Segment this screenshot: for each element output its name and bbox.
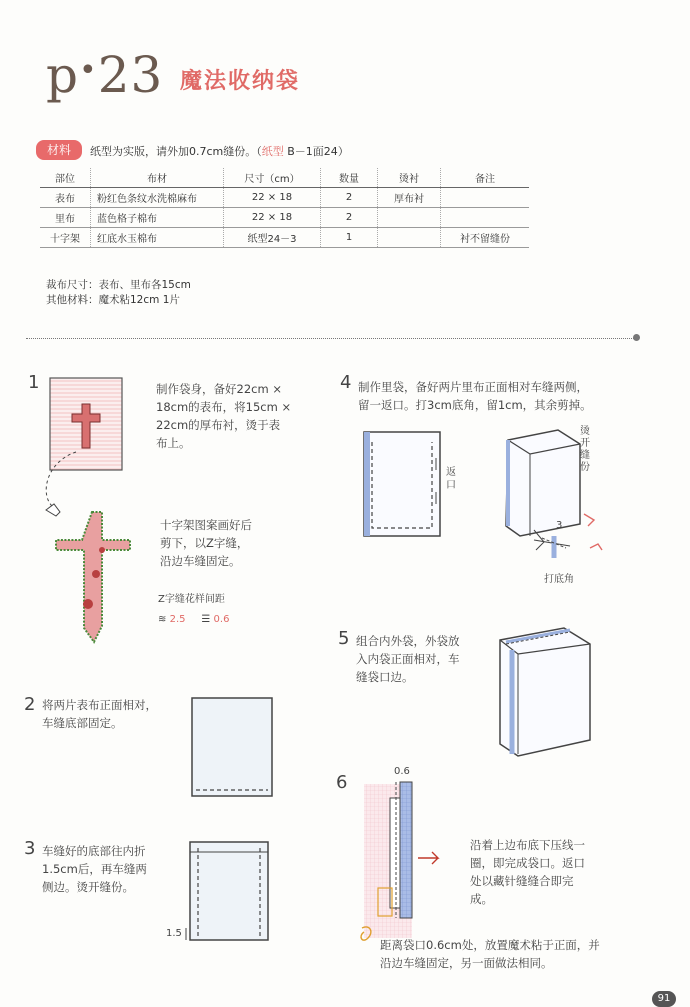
step-5-line: 入内袋正面相对，车 — [356, 652, 460, 666]
step-3-illustration — [184, 838, 276, 944]
page-number-badge: 91 — [652, 991, 676, 1007]
step-2-text — [42, 696, 157, 732]
step-1-line: 18cm的表布，将15cm × — [156, 400, 292, 414]
table-cell: 十字架 — [40, 228, 91, 248]
step-6-line: 成。 — [470, 892, 493, 906]
step-3-number: 3 — [24, 838, 36, 859]
step-5-text — [356, 632, 460, 686]
step-1b-line: 剪下，以Z字缝， — [160, 536, 249, 550]
table-cell: 22 × 18 — [224, 188, 321, 208]
step-1b-line: 沿边车缝固定。 — [160, 554, 241, 568]
step-4-flat-illustration — [358, 428, 448, 540]
step-1-number: 1 — [28, 372, 40, 393]
step-3-measure: 1.5 — [166, 928, 182, 939]
step-6-line: 处以藏针缝缝合即完 — [470, 874, 574, 888]
materials-badge: 材料 — [36, 140, 82, 160]
zigzag-length-icon: ☰ — [201, 614, 211, 625]
table-cell: 2 — [321, 188, 378, 208]
materials-table — [40, 168, 529, 248]
col-header: 部位 — [40, 168, 91, 188]
table-cell — [378, 208, 441, 228]
page-prefix: p — [46, 46, 80, 104]
step-5-illustration — [490, 618, 608, 760]
zigzag-width: 2.5 — [169, 614, 186, 625]
other-materials: 其他材料：魔术粘12cm 1片 — [46, 294, 180, 306]
step-1-line: 22cm的厚布衬，烫于表 — [156, 418, 281, 432]
table-cell: 厚布衬 — [378, 188, 441, 208]
step-4-text — [358, 378, 592, 414]
col-header: 数量 — [321, 168, 378, 188]
step-3-line: 1.5cm后，再车缝两 — [42, 862, 147, 876]
step-6-line: 沿边车缝固定，另一面做法相同。 — [380, 956, 553, 970]
step-1-line: 制作袋身，备好22cm × — [156, 382, 282, 396]
table-cell: 表布 — [40, 188, 91, 208]
table-cell: 蓝色格子棉布 — [91, 208, 224, 228]
step-6-number: 6 — [336, 772, 348, 793]
cut-info — [46, 278, 191, 308]
table-cell: 纸型24－3 — [224, 228, 321, 248]
step-5-line: 缝袋口边。 — [356, 670, 414, 684]
page-title: 魔法收纳袋 — [180, 69, 301, 94]
step-6-text-2 — [380, 936, 600, 972]
table-row — [40, 208, 529, 228]
step-1-text — [156, 380, 291, 452]
table-cell: 衬不留缝份 — [441, 228, 530, 248]
step-2-line: 将两片表布正面相对， — [42, 698, 157, 712]
col-header: 尺寸（cm） — [224, 168, 321, 188]
col-header: 备注 — [441, 168, 530, 188]
step-1-line: 布上。 — [156, 436, 191, 450]
pattern-ref-open: （ — [256, 145, 262, 158]
step-3-text — [42, 842, 147, 896]
step-6-line: 圈，即完成袋口。返口 — [470, 856, 585, 870]
cut-size: 裁布尺寸：表布、里布各15cm — [46, 279, 191, 291]
pattern-ref: 纸型 — [261, 145, 284, 158]
table-cell — [378, 228, 441, 248]
table-cell: 2 — [321, 208, 378, 228]
step-6-text — [470, 836, 585, 908]
step-4-corner-size: 3 — [556, 520, 563, 531]
divider-dot — [633, 334, 640, 341]
step-4-gap-label: 返口 — [446, 467, 456, 491]
col-header: 烫衬 — [378, 168, 441, 188]
pattern-ref-page: B－1面24 — [287, 145, 338, 158]
step-4-line: 制作里袋，备好两片里布正面相对车缝两侧， — [358, 380, 588, 394]
section-divider — [26, 338, 638, 339]
table-cell — [441, 208, 530, 228]
page-number: 23 — [97, 46, 164, 104]
step-6-line: 沿着上边布底下压线一 — [470, 838, 585, 852]
step-4-bag-illustration — [494, 420, 614, 580]
table-header-row — [40, 168, 529, 188]
table-cell — [441, 188, 530, 208]
step-1-illustration — [36, 374, 166, 684]
table-row — [40, 188, 529, 208]
page-label — [46, 46, 163, 104]
zigzag-specs — [158, 614, 229, 625]
step-1b-line: 十字架图案画好后 — [160, 518, 252, 532]
table-cell: 里布 — [40, 208, 91, 228]
page-dot: • — [79, 53, 98, 88]
step-3-line: 侧边。烫开缝份。 — [42, 880, 134, 894]
table-row — [40, 228, 529, 248]
materials-note — [90, 143, 349, 159]
table-cell: 22 × 18 — [224, 208, 321, 228]
step-4-line: 留一返口。打3cm底角，留1cm，其余剪掉。 — [358, 398, 592, 412]
zigzag-length: 0.6 — [213, 614, 230, 625]
step-2-number: 2 — [24, 694, 36, 715]
table-cell: 1 — [321, 228, 378, 248]
step-1b-text — [160, 516, 252, 570]
step-4-number: 4 — [340, 372, 352, 393]
zigzag-label: Z字缝花样间距 — [158, 594, 225, 605]
step-2-line: 车缝底部固定。 — [42, 716, 123, 730]
step-6-illustration — [358, 778, 478, 948]
pattern-ref-close: ） — [337, 145, 349, 158]
step-3-line: 车缝好的底部往内折 — [42, 844, 146, 858]
zigzag-width-icon: ≋ — [158, 614, 167, 625]
col-header: 布材 — [91, 168, 224, 188]
step-6-measure: 0.6 — [394, 766, 410, 777]
step-6-line: 距离袋口0.6cm处，放置魔术粘于正面，并 — [380, 938, 600, 952]
step-5-line: 组合内外袋，外袋放 — [356, 634, 460, 648]
materials-note-text: 纸型为实版，请外加0.7cm缝份。 — [90, 145, 257, 158]
step-5-number: 5 — [338, 628, 350, 649]
table-cell: 红底水玉棉布 — [91, 228, 224, 248]
step-4-seam-label: 烫开缝份 — [580, 426, 590, 473]
step-2-illustration — [188, 694, 280, 800]
table-cell: 粉红色条纹水洗棉麻布 — [91, 188, 224, 208]
step-4-corner-label: 打底角 — [544, 574, 574, 585]
